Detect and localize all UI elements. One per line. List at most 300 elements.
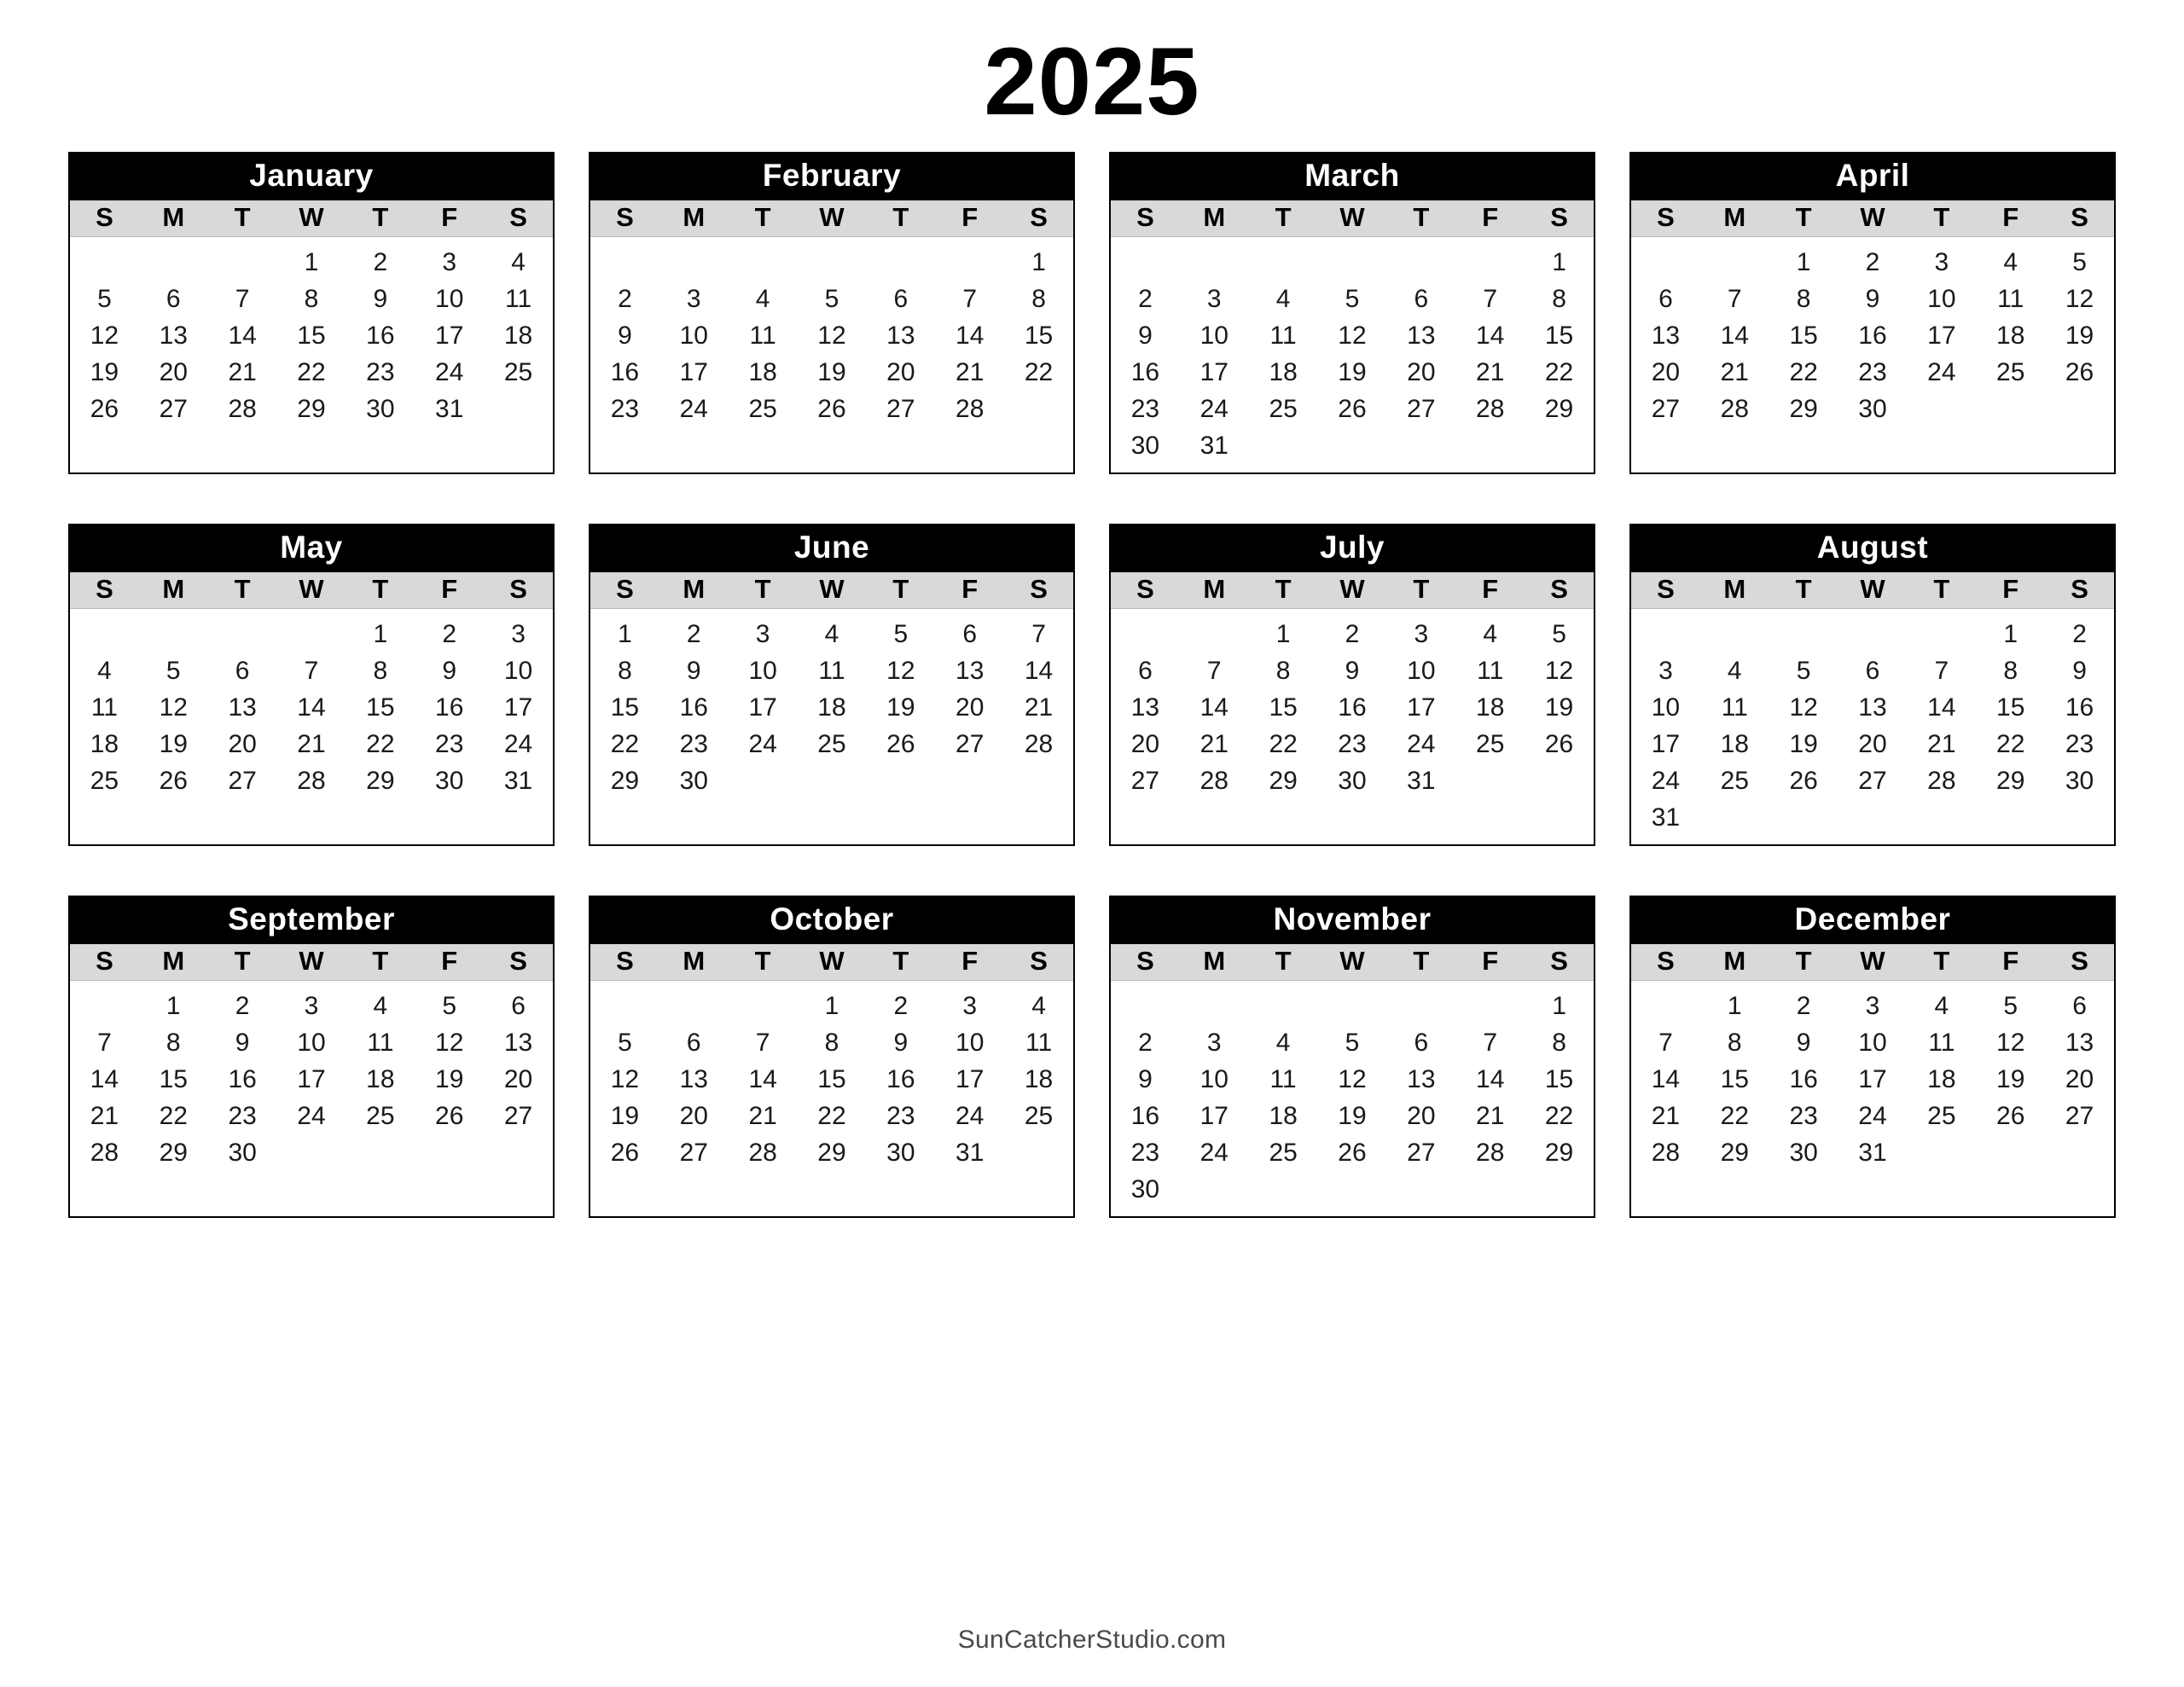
day-cell[interactable]: 8 bbox=[1552, 1028, 1566, 1057]
day-cell[interactable]: 20 bbox=[1651, 357, 1681, 386]
day-cell[interactable]: 7 bbox=[235, 284, 250, 313]
day-cell[interactable]: 30 bbox=[886, 1138, 915, 1167]
day-cell[interactable]: 14 bbox=[1024, 656, 1054, 685]
day-cell[interactable]: 5 bbox=[2003, 991, 2018, 1020]
day-cell[interactable]: 5 bbox=[893, 619, 909, 648]
day-cell[interactable]: 8 bbox=[1031, 284, 1046, 313]
day-cell[interactable]: 14 bbox=[297, 693, 326, 722]
day-cell[interactable]: 16 bbox=[1130, 357, 1160, 386]
day-cell[interactable]: 5 bbox=[1552, 619, 1566, 648]
day-cell[interactable]: 14 bbox=[90, 1064, 119, 1093]
day-cell[interactable]: 28 bbox=[1476, 394, 1505, 423]
day-cell[interactable]: 2 bbox=[618, 284, 632, 313]
day-cell[interactable]: 21 bbox=[1720, 357, 1749, 386]
day-cell[interactable]: 8 bbox=[824, 1028, 839, 1057]
day-cell[interactable]: 9 bbox=[1138, 1064, 1153, 1093]
day-cell[interactable]: 27 bbox=[1858, 766, 1887, 795]
day-cell[interactable]: 15 bbox=[1789, 321, 1818, 350]
day-cell[interactable]: 30 bbox=[366, 394, 395, 423]
day-cell[interactable]: 20 bbox=[1858, 729, 1887, 758]
day-cell[interactable]: 8 bbox=[618, 656, 632, 685]
day-cell[interactable]: 16 bbox=[886, 1064, 915, 1093]
day-cell[interactable]: 3 bbox=[1414, 619, 1429, 648]
day-cell[interactable]: 26 bbox=[1338, 394, 1367, 423]
day-cell[interactable]: 29 bbox=[366, 766, 395, 795]
day-cell[interactable]: 29 bbox=[1789, 394, 1818, 423]
day-cell[interactable]: 29 bbox=[1544, 394, 1574, 423]
day-cell[interactable]: 15 bbox=[297, 321, 326, 350]
day-cell[interactable]: 2 bbox=[442, 619, 457, 648]
day-cell[interactable]: 20 bbox=[2065, 1064, 2094, 1093]
day-cell[interactable]: 3 bbox=[442, 247, 457, 276]
day-cell[interactable]: 3 bbox=[686, 284, 701, 313]
day-cell[interactable]: 21 bbox=[956, 357, 985, 386]
day-cell[interactable]: 10 bbox=[1199, 1064, 1228, 1093]
day-cell[interactable]: 15 bbox=[159, 1064, 188, 1093]
day-cell[interactable]: 1 bbox=[1552, 247, 1566, 276]
day-cell[interactable]: 25 bbox=[748, 394, 777, 423]
day-cell[interactable]: 21 bbox=[297, 729, 326, 758]
day-cell[interactable]: 13 bbox=[159, 321, 188, 350]
day-cell[interactable]: 18 bbox=[817, 693, 846, 722]
day-cell[interactable]: 8 bbox=[1275, 656, 1291, 685]
day-cell[interactable]: 2 bbox=[1138, 1028, 1153, 1057]
day-cell[interactable]: 17 bbox=[1858, 1064, 1887, 1093]
day-cell[interactable]: 6 bbox=[1658, 284, 1673, 313]
day-cell[interactable]: 5 bbox=[1345, 1028, 1360, 1057]
day-cell[interactable]: 14 bbox=[1927, 693, 1956, 722]
day-cell[interactable]: 21 bbox=[1476, 1101, 1505, 1130]
day-cell[interactable]: 6 bbox=[235, 656, 250, 685]
day-cell[interactable]: 9 bbox=[1345, 656, 1360, 685]
day-cell[interactable]: 18 bbox=[1024, 1064, 1054, 1093]
day-cell[interactable]: 22 bbox=[297, 357, 326, 386]
day-cell[interactable]: 27 bbox=[1651, 394, 1681, 423]
day-cell[interactable]: 10 bbox=[297, 1028, 326, 1057]
day-cell[interactable]: 17 bbox=[679, 357, 708, 386]
day-cell[interactable]: 10 bbox=[748, 656, 777, 685]
day-cell[interactable]: 24 bbox=[1927, 357, 1956, 386]
day-cell[interactable]: 27 bbox=[1130, 766, 1160, 795]
day-cell[interactable]: 9 bbox=[1138, 321, 1153, 350]
day-cell[interactable]: 15 bbox=[1996, 693, 2025, 722]
day-cell[interactable]: 22 bbox=[817, 1101, 846, 1130]
day-cell[interactable]: 8 bbox=[2003, 656, 2018, 685]
day-cell[interactable]: 25 bbox=[817, 729, 846, 758]
day-cell[interactable]: 25 bbox=[1476, 729, 1505, 758]
day-cell[interactable]: 1 bbox=[1031, 247, 1046, 276]
day-cell[interactable]: 8 bbox=[373, 656, 388, 685]
day-cell[interactable]: 30 bbox=[1130, 431, 1160, 460]
day-cell[interactable]: 10 bbox=[1407, 656, 1436, 685]
day-cell[interactable]: 4 bbox=[1275, 1028, 1291, 1057]
day-cell[interactable]: 27 bbox=[228, 766, 257, 795]
day-cell[interactable]: 10 bbox=[1927, 284, 1956, 313]
day-cell[interactable]: 17 bbox=[1407, 693, 1436, 722]
day-cell[interactable]: 22 bbox=[1544, 357, 1574, 386]
day-cell[interactable]: 26 bbox=[817, 394, 846, 423]
day-cell[interactable]: 3 bbox=[1206, 1028, 1222, 1057]
day-cell[interactable]: 23 bbox=[228, 1101, 257, 1130]
day-cell[interactable]: 22 bbox=[1544, 1101, 1574, 1130]
day-cell[interactable]: 4 bbox=[1483, 619, 1498, 648]
day-cell[interactable]: 2 bbox=[1796, 991, 1811, 1020]
day-cell[interactable]: 6 bbox=[166, 284, 181, 313]
day-cell[interactable]: 11 bbox=[1477, 656, 1504, 685]
day-cell[interactable]: 8 bbox=[1552, 284, 1566, 313]
day-cell[interactable]: 20 bbox=[159, 357, 188, 386]
day-cell[interactable]: 27 bbox=[679, 1138, 708, 1167]
day-cell[interactable]: 26 bbox=[886, 729, 915, 758]
day-cell[interactable]: 23 bbox=[366, 357, 395, 386]
day-cell[interactable]: 18 bbox=[1476, 693, 1505, 722]
day-cell[interactable]: 16 bbox=[1338, 693, 1367, 722]
day-cell[interactable]: 7 bbox=[97, 1028, 112, 1057]
day-cell[interactable]: 2 bbox=[1865, 247, 1880, 276]
day-cell[interactable]: 23 bbox=[610, 394, 640, 423]
day-cell[interactable]: 10 bbox=[1858, 1028, 1887, 1057]
day-cell[interactable]: 20 bbox=[1407, 357, 1436, 386]
day-cell[interactable]: 4 bbox=[755, 284, 770, 313]
day-cell[interactable]: 3 bbox=[1865, 991, 1880, 1020]
day-cell[interactable]: 1 bbox=[304, 247, 319, 276]
day-cell[interactable]: 24 bbox=[297, 1101, 326, 1130]
day-cell[interactable]: 25 bbox=[1269, 1138, 1298, 1167]
day-cell[interactable]: 26 bbox=[1544, 729, 1574, 758]
day-cell[interactable]: 31 bbox=[1407, 766, 1436, 795]
day-cell[interactable]: 24 bbox=[1199, 394, 1228, 423]
day-cell[interactable]: 12 bbox=[90, 321, 119, 350]
day-cell[interactable]: 6 bbox=[893, 284, 909, 313]
day-cell[interactable]: 26 bbox=[2065, 357, 2094, 386]
day-cell[interactable]: 30 bbox=[1130, 1174, 1160, 1203]
day-cell[interactable]: 15 bbox=[1544, 321, 1574, 350]
day-cell[interactable]: 22 bbox=[1789, 357, 1818, 386]
day-cell[interactable]: 11 bbox=[1997, 284, 2024, 313]
day-cell[interactable]: 19 bbox=[90, 357, 119, 386]
day-cell[interactable]: 5 bbox=[824, 284, 839, 313]
day-cell[interactable]: 20 bbox=[228, 729, 257, 758]
day-cell[interactable]: 31 bbox=[1858, 1138, 1887, 1167]
day-cell[interactable]: 7 bbox=[1483, 284, 1498, 313]
day-cell[interactable]: 20 bbox=[956, 693, 985, 722]
day-cell[interactable]: 19 bbox=[1338, 357, 1367, 386]
day-cell[interactable]: 5 bbox=[166, 656, 181, 685]
day-cell[interactable]: 24 bbox=[1407, 729, 1436, 758]
day-cell[interactable]: 25 bbox=[1269, 394, 1298, 423]
day-cell[interactable]: 6 bbox=[1138, 656, 1153, 685]
day-cell[interactable]: 5 bbox=[442, 991, 457, 1020]
day-cell[interactable]: 26 bbox=[435, 1101, 464, 1130]
day-cell[interactable]: 21 bbox=[748, 1101, 777, 1130]
day-cell[interactable]: 12 bbox=[1544, 656, 1574, 685]
day-cell[interactable]: 19 bbox=[886, 693, 915, 722]
day-cell[interactable]: 5 bbox=[618, 1028, 632, 1057]
day-cell[interactable]: 28 bbox=[1927, 766, 1956, 795]
day-cell[interactable]: 7 bbox=[304, 656, 319, 685]
day-cell[interactable]: 20 bbox=[1407, 1101, 1436, 1130]
day-cell[interactable]: 26 bbox=[1789, 766, 1818, 795]
day-cell[interactable]: 3 bbox=[304, 991, 319, 1020]
day-cell[interactable]: 16 bbox=[366, 321, 395, 350]
day-cell[interactable]: 19 bbox=[610, 1101, 640, 1130]
day-cell[interactable]: 24 bbox=[748, 729, 777, 758]
day-cell[interactable]: 19 bbox=[159, 729, 188, 758]
day-cell[interactable]: 6 bbox=[511, 991, 526, 1020]
day-cell[interactable]: 9 bbox=[618, 321, 632, 350]
day-cell[interactable]: 20 bbox=[886, 357, 915, 386]
day-cell[interactable]: 26 bbox=[610, 1138, 640, 1167]
day-cell[interactable]: 12 bbox=[1789, 693, 1818, 722]
day-cell[interactable]: 28 bbox=[1024, 729, 1054, 758]
day-cell[interactable]: 23 bbox=[886, 1101, 915, 1130]
day-cell[interactable]: 25 bbox=[503, 357, 533, 386]
day-cell[interactable]: 24 bbox=[435, 357, 464, 386]
day-cell[interactable]: 4 bbox=[1031, 991, 1046, 1020]
day-cell[interactable]: 7 bbox=[1483, 1028, 1498, 1057]
day-cell[interactable]: 15 bbox=[1544, 1064, 1574, 1093]
day-cell[interactable]: 1 bbox=[1275, 619, 1291, 648]
day-cell[interactable]: 12 bbox=[1996, 1028, 2025, 1057]
day-cell[interactable]: 14 bbox=[1720, 321, 1749, 350]
day-cell[interactable]: 24 bbox=[679, 394, 708, 423]
day-cell[interactable]: 17 bbox=[1199, 1101, 1228, 1130]
day-cell[interactable]: 17 bbox=[1651, 729, 1681, 758]
day-cell[interactable]: 16 bbox=[228, 1064, 257, 1093]
day-cell[interactable]: 19 bbox=[1544, 693, 1574, 722]
day-cell[interactable]: 1 bbox=[373, 619, 388, 648]
day-cell[interactable]: 4 bbox=[1275, 284, 1291, 313]
day-cell[interactable]: 17 bbox=[1927, 321, 1956, 350]
day-cell[interactable]: 2 bbox=[235, 991, 250, 1020]
day-cell[interactable]: 13 bbox=[228, 693, 257, 722]
day-cell[interactable]: 27 bbox=[503, 1101, 533, 1130]
day-cell[interactable]: 9 bbox=[442, 656, 457, 685]
day-cell[interactable]: 11 bbox=[90, 693, 118, 722]
day-cell[interactable]: 25 bbox=[1024, 1101, 1054, 1130]
day-cell[interactable]: 9 bbox=[686, 656, 701, 685]
day-cell[interactable]: 26 bbox=[1338, 1138, 1367, 1167]
day-cell[interactable]: 27 bbox=[159, 394, 188, 423]
day-cell[interactable]: 28 bbox=[228, 394, 257, 423]
day-cell[interactable]: 19 bbox=[2065, 321, 2094, 350]
day-cell[interactable]: 30 bbox=[1858, 394, 1887, 423]
day-cell[interactable]: 10 bbox=[679, 321, 708, 350]
day-cell[interactable]: 2 bbox=[1345, 619, 1360, 648]
day-cell[interactable]: 16 bbox=[610, 357, 640, 386]
day-cell[interactable]: 1 bbox=[2003, 619, 2018, 648]
day-cell[interactable]: 27 bbox=[1407, 1138, 1436, 1167]
day-cell[interactable]: 11 bbox=[504, 284, 532, 313]
day-cell[interactable]: 13 bbox=[679, 1064, 708, 1093]
day-cell[interactable]: 4 bbox=[511, 247, 526, 276]
day-cell[interactable]: 5 bbox=[2072, 247, 2087, 276]
day-cell[interactable]: 11 bbox=[367, 1028, 394, 1057]
day-cell[interactable]: 12 bbox=[1338, 321, 1367, 350]
day-cell[interactable]: 30 bbox=[2065, 766, 2094, 795]
day-cell[interactable]: 1 bbox=[1552, 991, 1566, 1020]
day-cell[interactable]: 7 bbox=[1031, 619, 1046, 648]
day-cell[interactable]: 29 bbox=[610, 766, 640, 795]
day-cell[interactable]: 23 bbox=[1789, 1101, 1818, 1130]
day-cell[interactable]: 22 bbox=[1024, 357, 1054, 386]
day-cell[interactable]: 1 bbox=[166, 991, 181, 1020]
day-cell[interactable]: 10 bbox=[435, 284, 464, 313]
day-cell[interactable]: 21 bbox=[228, 357, 257, 386]
day-cell[interactable]: 27 bbox=[886, 394, 915, 423]
day-cell[interactable]: 7 bbox=[1727, 284, 1742, 313]
day-cell[interactable]: 4 bbox=[1934, 991, 1949, 1020]
day-cell[interactable]: 7 bbox=[1206, 656, 1222, 685]
day-cell[interactable]: 22 bbox=[1720, 1101, 1749, 1130]
day-cell[interactable]: 15 bbox=[1269, 693, 1298, 722]
day-cell[interactable]: 4 bbox=[373, 991, 388, 1020]
day-cell[interactable]: 22 bbox=[1269, 729, 1298, 758]
day-cell[interactable]: 30 bbox=[1789, 1138, 1818, 1167]
day-cell[interactable]: 18 bbox=[748, 357, 777, 386]
day-cell[interactable]: 23 bbox=[2065, 729, 2094, 758]
day-cell[interactable]: 25 bbox=[90, 766, 119, 795]
day-cell[interactable]: 5 bbox=[1796, 656, 1811, 685]
day-cell[interactable]: 14 bbox=[748, 1064, 777, 1093]
day-cell[interactable]: 26 bbox=[90, 394, 119, 423]
day-cell[interactable]: 1 bbox=[824, 991, 839, 1020]
day-cell[interactable]: 14 bbox=[1476, 321, 1505, 350]
day-cell[interactable]: 16 bbox=[2065, 693, 2094, 722]
day-cell[interactable]: 28 bbox=[1651, 1138, 1681, 1167]
day-cell[interactable]: 19 bbox=[1789, 729, 1818, 758]
day-cell[interactable]: 15 bbox=[817, 1064, 846, 1093]
day-cell[interactable]: 11 bbox=[818, 656, 845, 685]
day-cell[interactable]: 30 bbox=[679, 766, 708, 795]
day-cell[interactable]: 6 bbox=[1865, 656, 1880, 685]
day-cell[interactable]: 31 bbox=[956, 1138, 985, 1167]
day-cell[interactable]: 1 bbox=[1796, 247, 1811, 276]
day-cell[interactable]: 5 bbox=[1345, 284, 1360, 313]
day-cell[interactable]: 14 bbox=[1476, 1064, 1505, 1093]
day-cell[interactable]: 7 bbox=[1934, 656, 1949, 685]
day-cell[interactable]: 20 bbox=[1130, 729, 1160, 758]
day-cell[interactable]: 3 bbox=[755, 619, 770, 648]
day-cell[interactable]: 24 bbox=[1199, 1138, 1228, 1167]
day-cell[interactable]: 12 bbox=[817, 321, 846, 350]
day-cell[interactable]: 30 bbox=[435, 766, 464, 795]
day-cell[interactable]: 27 bbox=[956, 729, 985, 758]
day-cell[interactable]: 2 bbox=[1138, 284, 1153, 313]
day-cell[interactable]: 30 bbox=[1338, 766, 1367, 795]
day-cell[interactable]: 18 bbox=[1269, 1101, 1298, 1130]
day-cell[interactable]: 20 bbox=[679, 1101, 708, 1130]
day-cell[interactable]: 9 bbox=[235, 1028, 250, 1057]
day-cell[interactable]: 19 bbox=[435, 1064, 464, 1093]
day-cell[interactable]: 13 bbox=[886, 321, 915, 350]
day-cell[interactable]: 21 bbox=[1199, 729, 1228, 758]
day-cell[interactable]: 29 bbox=[297, 394, 326, 423]
day-cell[interactable]: 13 bbox=[1651, 321, 1681, 350]
day-cell[interactable]: 14 bbox=[1651, 1064, 1681, 1093]
day-cell[interactable]: 24 bbox=[1858, 1101, 1887, 1130]
day-cell[interactable]: 2 bbox=[893, 991, 909, 1020]
day-cell[interactable]: 18 bbox=[1720, 729, 1749, 758]
day-cell[interactable]: 28 bbox=[1476, 1138, 1505, 1167]
day-cell[interactable]: 18 bbox=[366, 1064, 395, 1093]
day-cell[interactable]: 13 bbox=[1858, 693, 1887, 722]
day-cell[interactable]: 23 bbox=[435, 729, 464, 758]
day-cell[interactable]: 28 bbox=[297, 766, 326, 795]
day-cell[interactable]: 13 bbox=[1407, 321, 1436, 350]
day-cell[interactable]: 21 bbox=[1024, 693, 1054, 722]
day-cell[interactable]: 15 bbox=[1720, 1064, 1749, 1093]
day-cell[interactable]: 19 bbox=[1338, 1101, 1367, 1130]
day-cell[interactable]: 9 bbox=[1865, 284, 1880, 313]
day-cell[interactable]: 10 bbox=[503, 656, 533, 685]
day-cell[interactable]: 17 bbox=[297, 1064, 326, 1093]
day-cell[interactable]: 16 bbox=[1130, 1101, 1160, 1130]
day-cell[interactable]: 2 bbox=[373, 247, 388, 276]
day-cell[interactable]: 17 bbox=[503, 693, 533, 722]
day-cell[interactable]: 16 bbox=[435, 693, 464, 722]
day-cell[interactable]: 19 bbox=[1996, 1064, 2025, 1093]
day-cell[interactable]: 9 bbox=[373, 284, 388, 313]
day-cell[interactable]: 27 bbox=[2065, 1101, 2094, 1130]
day-cell[interactable]: 10 bbox=[1199, 321, 1228, 350]
day-cell[interactable]: 28 bbox=[1199, 766, 1228, 795]
day-cell[interactable]: 12 bbox=[2065, 284, 2094, 313]
day-cell[interactable]: 13 bbox=[1407, 1064, 1436, 1093]
day-cell[interactable]: 31 bbox=[1651, 803, 1681, 832]
day-cell[interactable]: 23 bbox=[1858, 357, 1887, 386]
day-cell[interactable]: 29 bbox=[1544, 1138, 1574, 1167]
day-cell[interactable]: 21 bbox=[1651, 1101, 1681, 1130]
day-cell[interactable]: 22 bbox=[159, 1101, 188, 1130]
day-cell[interactable]: 29 bbox=[1269, 766, 1298, 795]
day-cell[interactable]: 27 bbox=[1407, 394, 1436, 423]
day-cell[interactable]: 17 bbox=[748, 693, 777, 722]
day-cell[interactable]: 12 bbox=[886, 656, 915, 685]
day-cell[interactable]: 13 bbox=[503, 1028, 533, 1057]
day-cell[interactable]: 12 bbox=[610, 1064, 640, 1093]
day-cell[interactable]: 6 bbox=[962, 619, 978, 648]
day-cell[interactable]: 15 bbox=[366, 693, 395, 722]
day-cell[interactable]: 3 bbox=[511, 619, 526, 648]
day-cell[interactable]: 15 bbox=[1024, 321, 1054, 350]
day-cell[interactable]: 11 bbox=[749, 321, 776, 350]
day-cell[interactable]: 20 bbox=[503, 1064, 533, 1093]
day-cell[interactable]: 17 bbox=[435, 321, 464, 350]
day-cell[interactable]: 23 bbox=[1338, 729, 1367, 758]
day-cell[interactable]: 18 bbox=[90, 729, 119, 758]
day-cell[interactable]: 8 bbox=[304, 284, 319, 313]
day-cell[interactable]: 18 bbox=[503, 321, 533, 350]
day-cell[interactable]: 25 bbox=[1996, 357, 2025, 386]
day-cell[interactable]: 1 bbox=[1727, 991, 1742, 1020]
day-cell[interactable]: 29 bbox=[1996, 766, 2025, 795]
day-cell[interactable]: 24 bbox=[503, 729, 533, 758]
day-cell[interactable]: 18 bbox=[1927, 1064, 1956, 1093]
day-cell[interactable]: 21 bbox=[1927, 729, 1956, 758]
day-cell[interactable]: 11 bbox=[1025, 1028, 1053, 1057]
day-cell[interactable]: 23 bbox=[679, 729, 708, 758]
day-cell[interactable]: 11 bbox=[1269, 321, 1297, 350]
day-cell[interactable]: 1 bbox=[618, 619, 632, 648]
day-cell[interactable]: 3 bbox=[962, 991, 978, 1020]
day-cell[interactable]: 12 bbox=[1338, 1064, 1367, 1093]
day-cell[interactable]: 19 bbox=[817, 357, 846, 386]
day-cell[interactable]: 16 bbox=[1789, 1064, 1818, 1093]
day-cell[interactable]: 28 bbox=[956, 394, 985, 423]
day-cell[interactable]: 6 bbox=[1414, 1028, 1429, 1057]
day-cell[interactable]: 9 bbox=[893, 1028, 909, 1057]
